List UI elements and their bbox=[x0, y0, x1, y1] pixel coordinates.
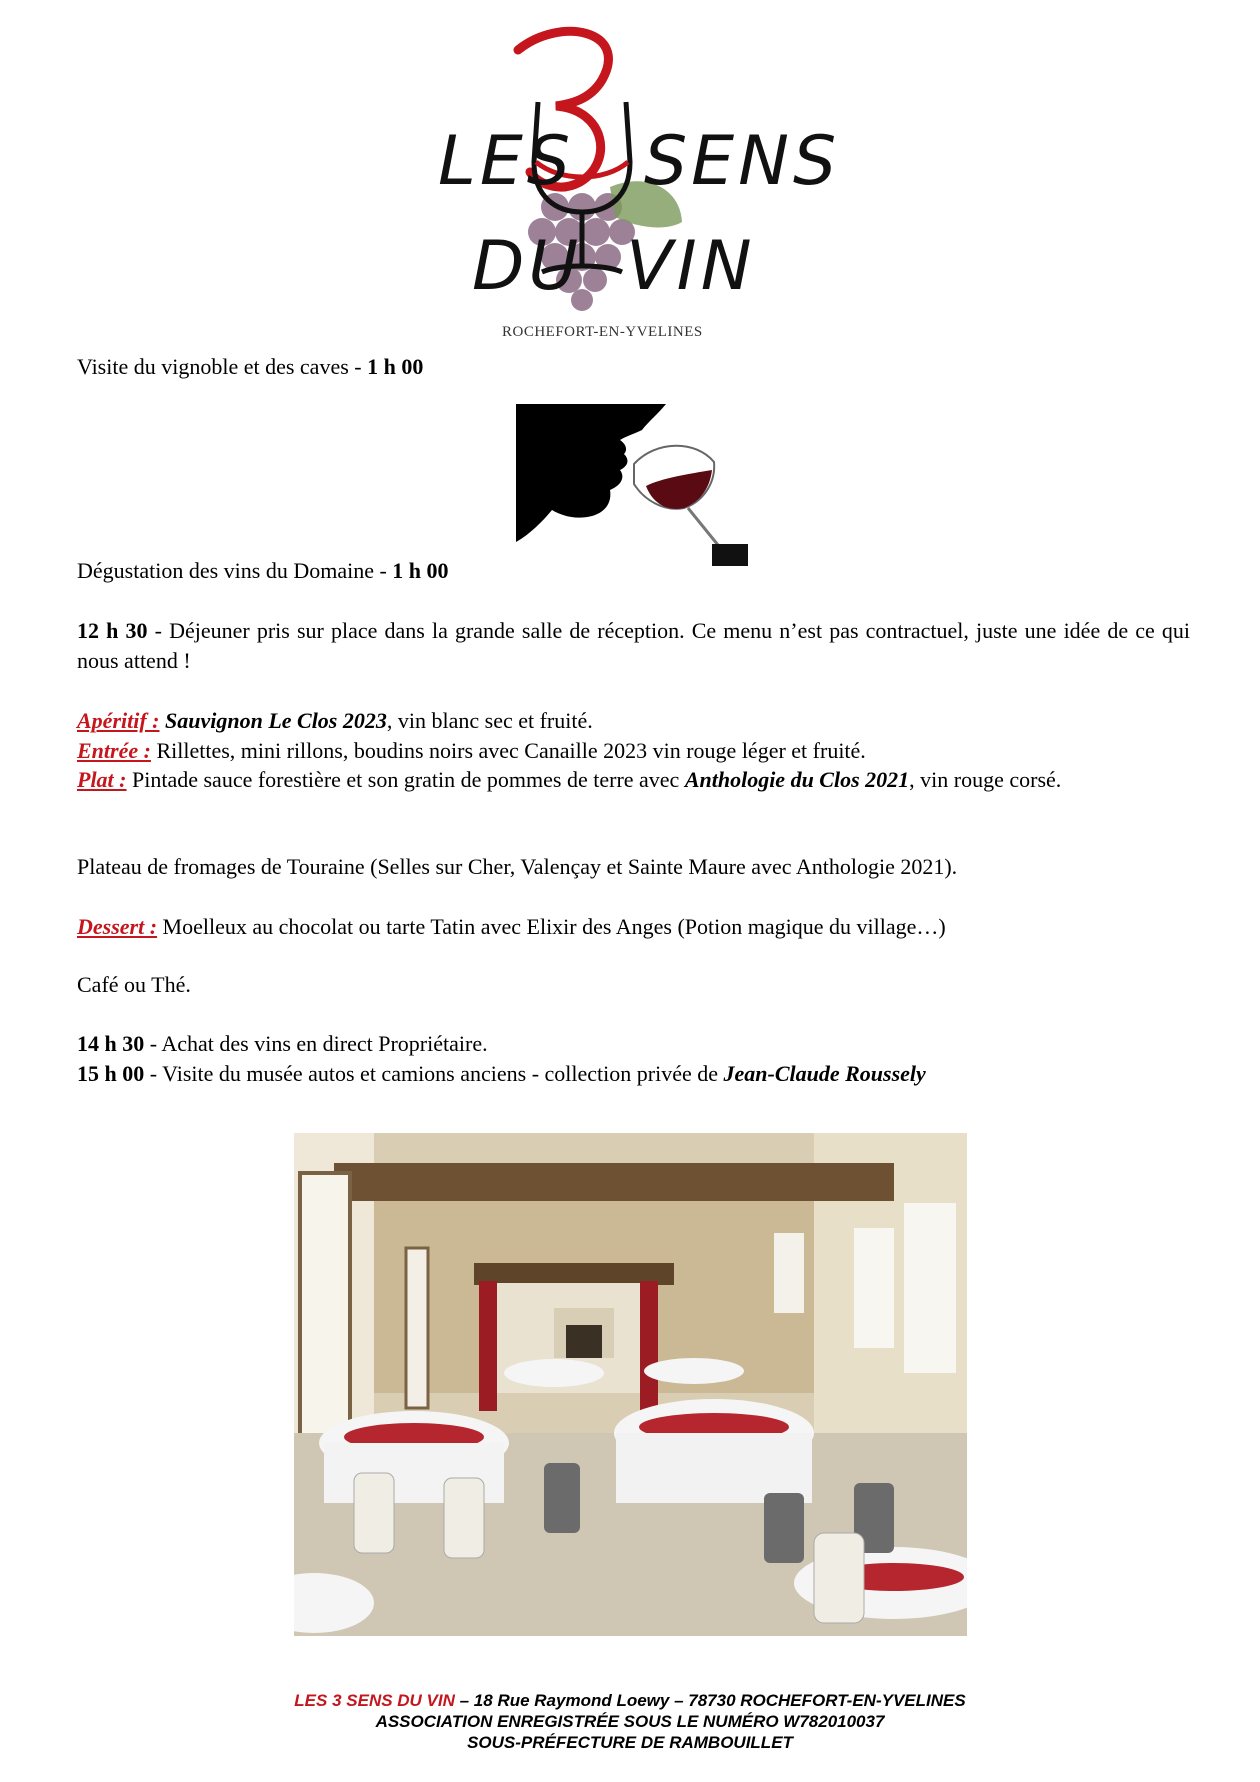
logo-subtitle: ROCHEFORT-EN-YVELINES bbox=[502, 324, 703, 340]
dejeuner-time: 12 h 30 bbox=[77, 618, 148, 643]
menu-entree: Entrée : Rillettes, mini rillons, boudins noirs avec Canaille 2023 vin rouge léger et fruité. bbox=[77, 738, 866, 763]
dessert-label: Dessert : bbox=[77, 914, 158, 939]
logo-word-les: LES bbox=[438, 122, 575, 201]
wine-tasting-silhouette-icon bbox=[516, 404, 748, 566]
entree-label: Entrée : bbox=[77, 738, 151, 763]
footer-address-line: LES 3 SENS DU VIN – 18 Rue Raymond Loewy – 78730 ROCHEFORT-EN-YVELINES bbox=[294, 1691, 966, 1710]
logo-text-line2 bbox=[472, 227, 756, 306]
menu-fromages: Plateau de fromages de Touraine (Selles sur Cher, Valençay et Sainte Maure avec Anthologie 2021). bbox=[77, 854, 958, 879]
schedule-time: 14 h 30 bbox=[77, 1031, 145, 1056]
menu-boisson: Café ou Thé. bbox=[77, 972, 191, 997]
footer-registration-line: ASSOCIATION ENREGISTRÉE SOUS LE NUMÉRO W782010037 bbox=[375, 1712, 885, 1731]
visite-duration: 1 h 00 bbox=[367, 354, 424, 379]
logo-word-sens: SENS bbox=[644, 122, 841, 201]
degustation-duration: 1 h 00 bbox=[392, 558, 449, 583]
degustation-line: Dégustation des vins du Domaine - 1 h 00 bbox=[77, 558, 449, 583]
menu-plat: Plat : Pintade sauce forestière et son gratin de pommes de terre avec Anthologie du Clos 2021, vin rouge corsé. bbox=[77, 767, 1062, 792]
collector-name: Jean-Claude Roussely bbox=[723, 1061, 926, 1086]
schedule-time: 15 h 00 bbox=[77, 1061, 145, 1086]
aperitif-label: Apéritif : bbox=[77, 708, 160, 733]
schedule-item-1430: 14 h 30 - Achat des vins en direct Propriétaire. bbox=[77, 1031, 488, 1056]
plat-label: Plat : bbox=[77, 767, 127, 792]
schedule-item-1500: 15 h 00 - Visite du musée autos et camions anciens - collection privée de Jean-Claude Roussely bbox=[77, 1061, 926, 1086]
plat-wine: Anthologie du Clos 2021 bbox=[684, 767, 910, 792]
footer-prefecture-line: SOUS-PRÉFECTURE DE RAMBOUILLET bbox=[467, 1733, 793, 1752]
menu-aperitif: Apéritif : Sauvignon Le Clos 2023, vin blanc sec et fruité. bbox=[77, 708, 593, 733]
logo-word-du: DU bbox=[472, 227, 583, 306]
dejeuner-paragraph: 12 h 30 - Déjeuner pris sur place dans la grande salle de réception. Ce menu n’est pas contractuel, juste une idée de ce qui nous attend ! bbox=[77, 618, 1190, 673]
reception-room-photo bbox=[294, 1133, 967, 1636]
visite-line: Visite du vignoble et des caves - 1 h 00 bbox=[77, 354, 424, 379]
footer-association-name: LES 3 SENS DU VIN bbox=[294, 1691, 455, 1710]
aperitif-wine: Sauvignon Le Clos 2023 bbox=[165, 708, 387, 733]
association-logo bbox=[430, 22, 841, 342]
logo-word-vin: VIN bbox=[626, 227, 756, 306]
logo-text-line1 bbox=[438, 122, 840, 201]
menu-dessert: Dessert : Moelleux au chocolat ou tarte Tatin avec Elixir des Anges (Potion magique du village…) bbox=[77, 914, 946, 939]
